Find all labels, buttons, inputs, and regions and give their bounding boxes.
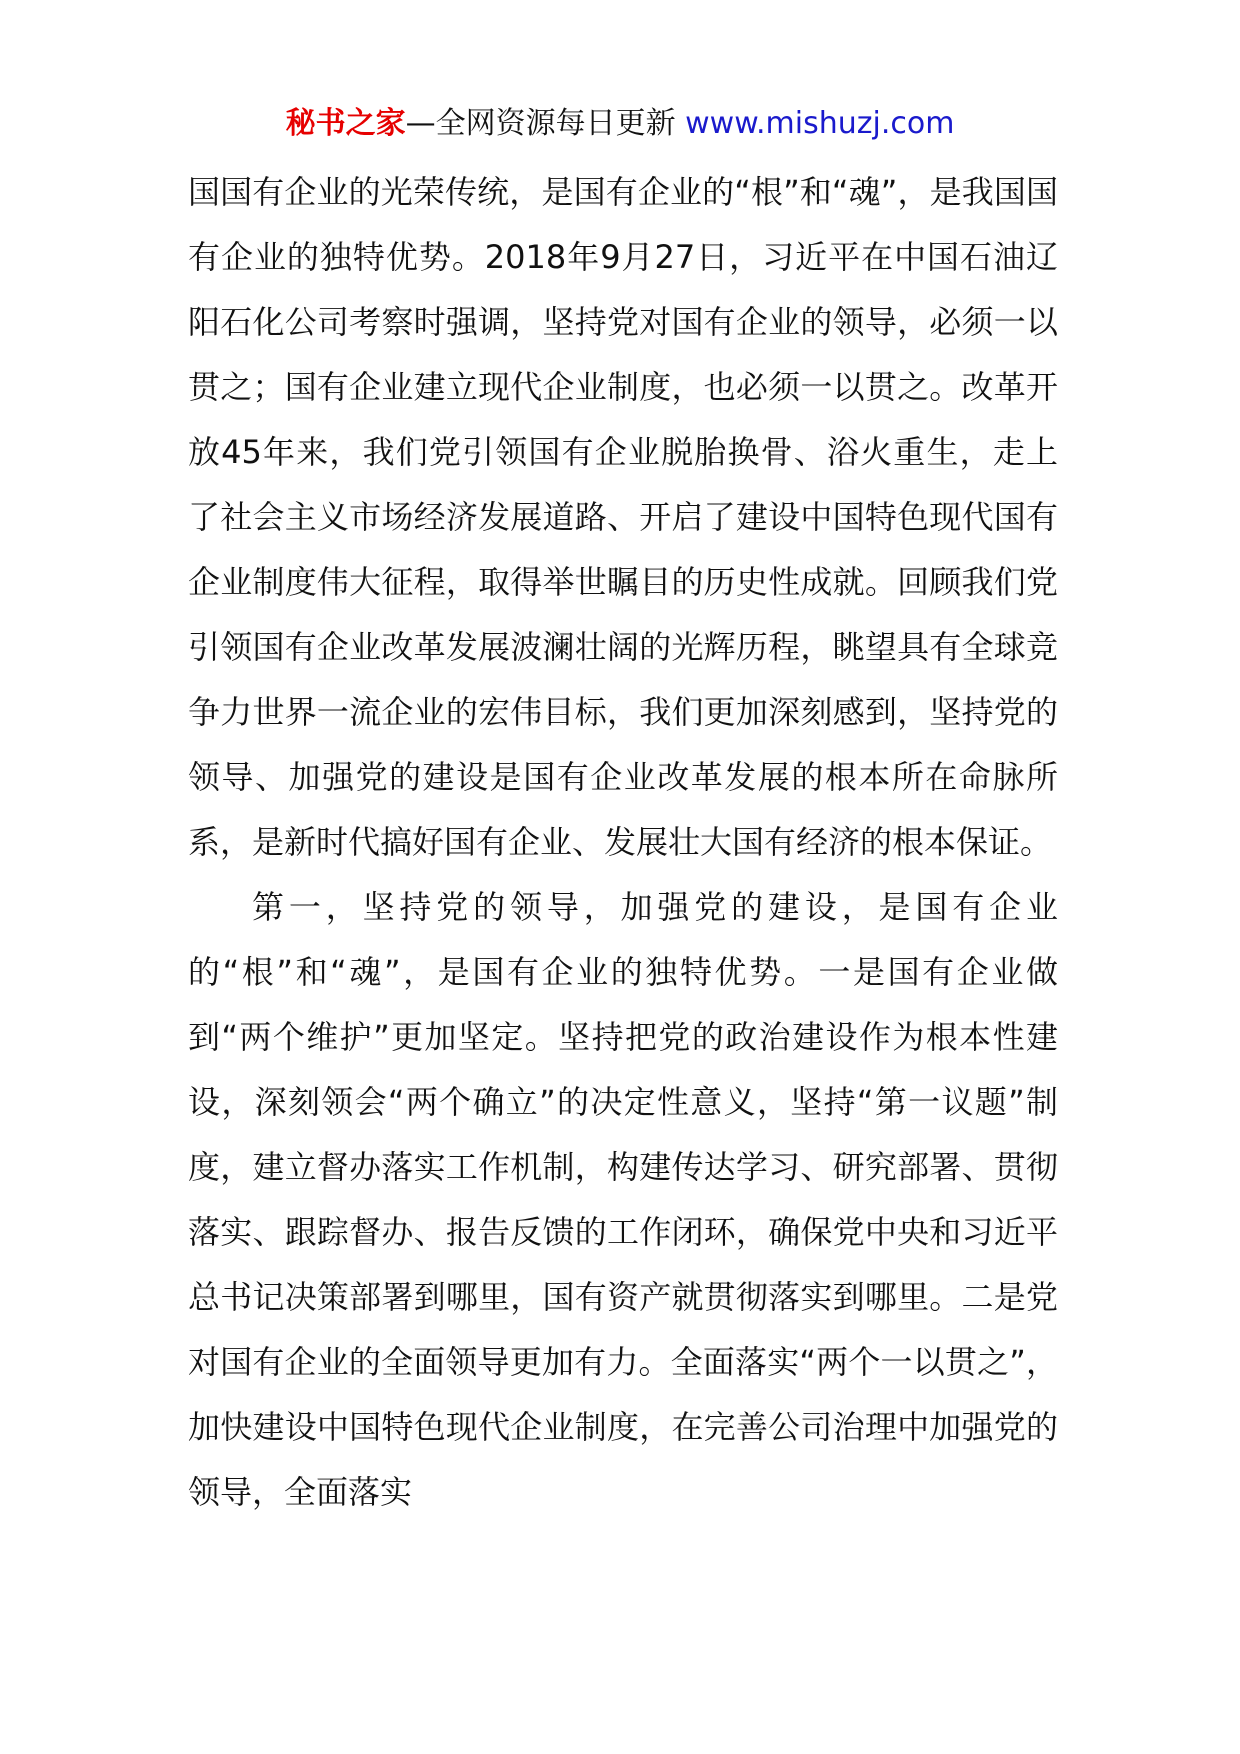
header-tagline: —全网资源每日更新 — [405, 106, 686, 141]
paragraph-2: 第一，坚持党的领导，加强党的建设，是国有企业的“根”和“魂”，是国有企业的独特优势。一是国有企业做到“两个维护”更加坚定。坚持把党的政治建设作为根本性建设，深刻领会“两个确立”的决定性意义，坚持“第一议题”制度，建立督办落实工作机制，构建传达学习、研究部署、贯彻落实、跟踪督办、报告反馈的工作闭环，确保党中央和习近平总书记决策部署到哪里，国有资产就贯彻落实到哪里。二是党对国有企业的全面领导更加有力。全面落实“两个一以贯之”，加快建设中国特色现代企业制度，在完善公司治理中加强党的领导，全面落实 — [188, 888, 1058, 1511]
document-body — [188, 160, 1058, 1525]
website-link[interactable]: www.mishuzj.com — [685, 106, 955, 141]
page-header — [0, 102, 1240, 146]
paragraph-1: 国国有企业的光荣传统，是国有企业的“根”和“魂”，是我国国有企业的独特优势。2018年9月27日，习近平在中国石油辽阳石化公司考察时强调，坚持党对国有企业的领导，必须一以贯之；国有企业建立现代企业制度，也必须一以贯之。改革开放45年来，我们党引领国有企业脱胎换骨、浴火重生，走上了社会主义市场经济发展道路、开启了建设中国特色现代国有企业制度伟大征程，取得举世瞩目的历史性成就。回顾我们党引领国有企业改革发展波澜壮阔的光辉历程，眺望具有全球竞争力世界一流企业的宏伟目标，我们更加深刻感到，坚持党的领导、加强党的建设是国有企业改革发展的根本所在命脉所系，是新时代搞好国有企业、发展壮大国有经济的根本保证。 — [188, 173, 1058, 861]
brand-name: 秘书之家 — [285, 106, 406, 141]
